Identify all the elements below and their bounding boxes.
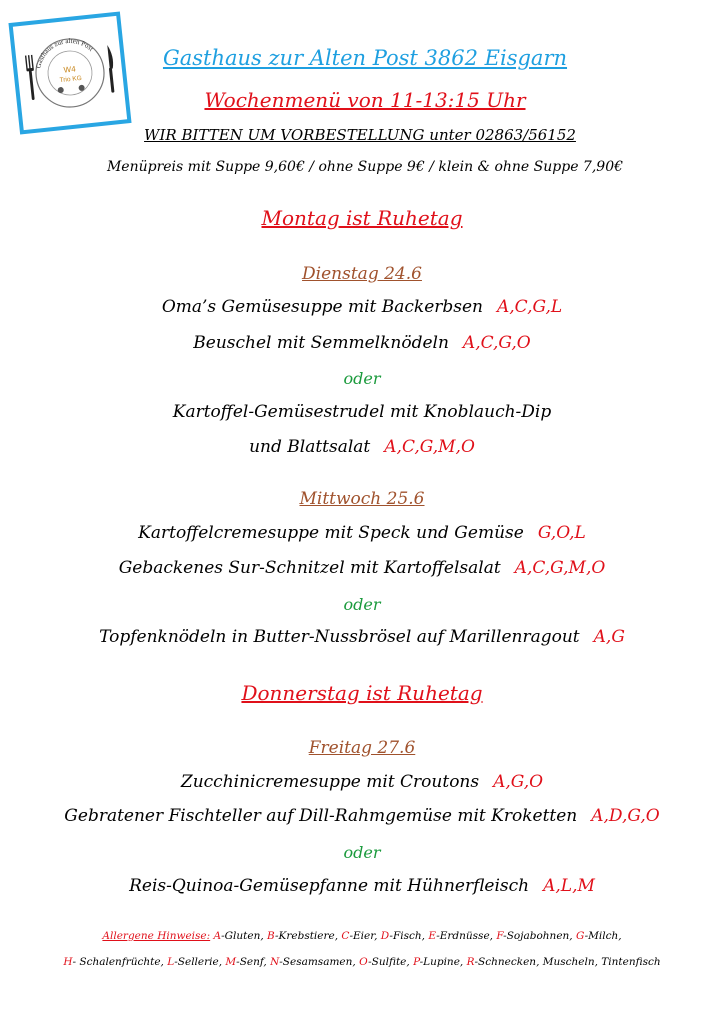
knife-icon (106, 45, 116, 93)
allergen-name: -Krebstiere, (274, 930, 342, 942)
thursday-closed: Donnerstag ist Ruhetag (241, 681, 483, 705)
allergen-name: - Schalenfrüchte, (72, 956, 168, 968)
allergen-legend-label: Allergene Hinweise: (102, 930, 211, 942)
allergen-legend-items-1 (214, 930, 622, 942)
restaurant-logo (8, 11, 131, 134)
allergen-legend-line-2 (0, 956, 724, 968)
allergen-legend-items-2 (63, 956, 660, 968)
wednesday-main-2 (0, 627, 724, 647)
allergen-code: B (267, 930, 275, 942)
wednesday-main-1 (0, 558, 724, 578)
friday-main-1 (0, 806, 724, 826)
dish-text: Reis-Quinoa-Gemüsepfanne mit Hühnerfleisch (129, 876, 530, 896)
allergen-codes: A,G (593, 627, 625, 647)
tuesday-main-2-line-2 (0, 437, 724, 457)
allergen-legend-line-1 (0, 930, 724, 942)
allergen-name: -Eier, (349, 930, 381, 942)
allergen-code: H (63, 956, 73, 968)
allergen-name: -Senf, (236, 956, 271, 968)
reservation-note: WIR BITTEN UM VORBESTELLUNG unter 02863/56152 (144, 126, 576, 144)
allergen-code: G (575, 930, 585, 942)
allergen-codes: A,L,M (543, 876, 595, 896)
monday-closed: Montag ist Ruhetag (261, 206, 463, 230)
allergen-code: R (466, 956, 475, 968)
tuesday-heading: Dienstag 24.6 (302, 264, 422, 284)
allergen-code: A (213, 930, 222, 942)
allergen-code: O (359, 956, 369, 968)
allergen-name: -Sesamsamen, (279, 956, 360, 968)
allergen-name: -Erdnüsse, (436, 930, 497, 942)
dish-text: Oma’s Gemüsesuppe mit Backerbsen (161, 297, 483, 317)
allergen-codes: A,D,G,O (591, 806, 660, 826)
allergen-code: D (380, 930, 390, 942)
week-menu-title: Wochenmenü von 11-13:15 Uhr (204, 88, 526, 112)
dish-text: Kartoffelcremesuppe mit Speck und Gemüse (138, 523, 524, 543)
allergen-name: -Fisch, (389, 930, 429, 942)
friday-soup (0, 772, 724, 792)
allergen-codes: A,G,O (493, 772, 544, 792)
menu-prices: Menüpreis mit Suppe 9,60€ / ohne Suppe 9€ / klein & ohne Suppe 7,90€ (106, 159, 624, 175)
allergen-code: L (167, 956, 175, 968)
restaurant-title: Gasthaus zur Alten Post 3862 Eisgarn (162, 46, 568, 70)
dish-text: und Blattsalat (249, 437, 371, 457)
allergen-name: -Sulfite, (368, 956, 414, 968)
allergen-name: -Schnecken, Muscheln, Tintenfisch (474, 956, 661, 968)
allergen-codes: A,C,G,L (497, 297, 563, 317)
dish-text: Gebratener Fischteller auf Dill-Rahmgemüse mit Kroketten (64, 806, 578, 826)
tuesday-main-1 (0, 333, 724, 353)
allergen-codes: G,O,L (537, 523, 586, 543)
wednesday-soup (0, 523, 724, 543)
allergen-code: P (413, 956, 420, 968)
allergen-name: -Lupine, (419, 956, 467, 968)
allergen-codes: A,C,G,M,O (514, 558, 606, 578)
fork-icon (25, 55, 37, 101)
allergen-name: -Gluten, (221, 930, 268, 942)
friday-main-2 (0, 876, 724, 896)
dish-text: Gebackenes Sur-Schnitzel mit Kartoffelsalat (118, 558, 501, 578)
allergen-name: -Milch, (584, 930, 622, 942)
allergen-codes: A,C,G,M,O (384, 437, 475, 457)
plate-with-fork-and-knife-icon (13, 16, 127, 130)
allergen-name: -Sellerie, (174, 956, 226, 968)
allergen-code: N (270, 956, 280, 968)
logo-ring-text: Gasthaus zur alten Post (34, 36, 95, 70)
dish-text: Topfenknödeln in Butter-Nussbrösel auf Marillenragout (99, 627, 580, 647)
dish-text: Zucchinicremesuppe mit Croutons (180, 772, 480, 792)
tuesday-soup (0, 297, 724, 317)
friday-heading: Freitag 27.6 (308, 738, 416, 758)
allergen-code: M (225, 956, 237, 968)
tuesday-main-2-line-1: Kartoffel-Gemüsestrudel mit Knoblauch-Dip (172, 402, 552, 422)
dish-text: Beuschel mit Semmelknödeln (193, 333, 449, 353)
logo-center-line2: Trio KG (59, 74, 83, 85)
allergen-code: E (428, 930, 437, 942)
allergen-code: F (496, 930, 504, 942)
logo-center-line1: W4 (63, 64, 77, 75)
allergen-name: -Sojabohnen, (503, 930, 576, 942)
allergen-code: C (341, 930, 350, 942)
friday-or: oder (343, 843, 381, 862)
tuesday-or: oder (343, 369, 381, 388)
wednesday-heading: Mittwoch 25.6 (299, 489, 425, 509)
wednesday-or: oder (343, 595, 381, 614)
allergen-codes: A,C,G,O (462, 333, 531, 353)
